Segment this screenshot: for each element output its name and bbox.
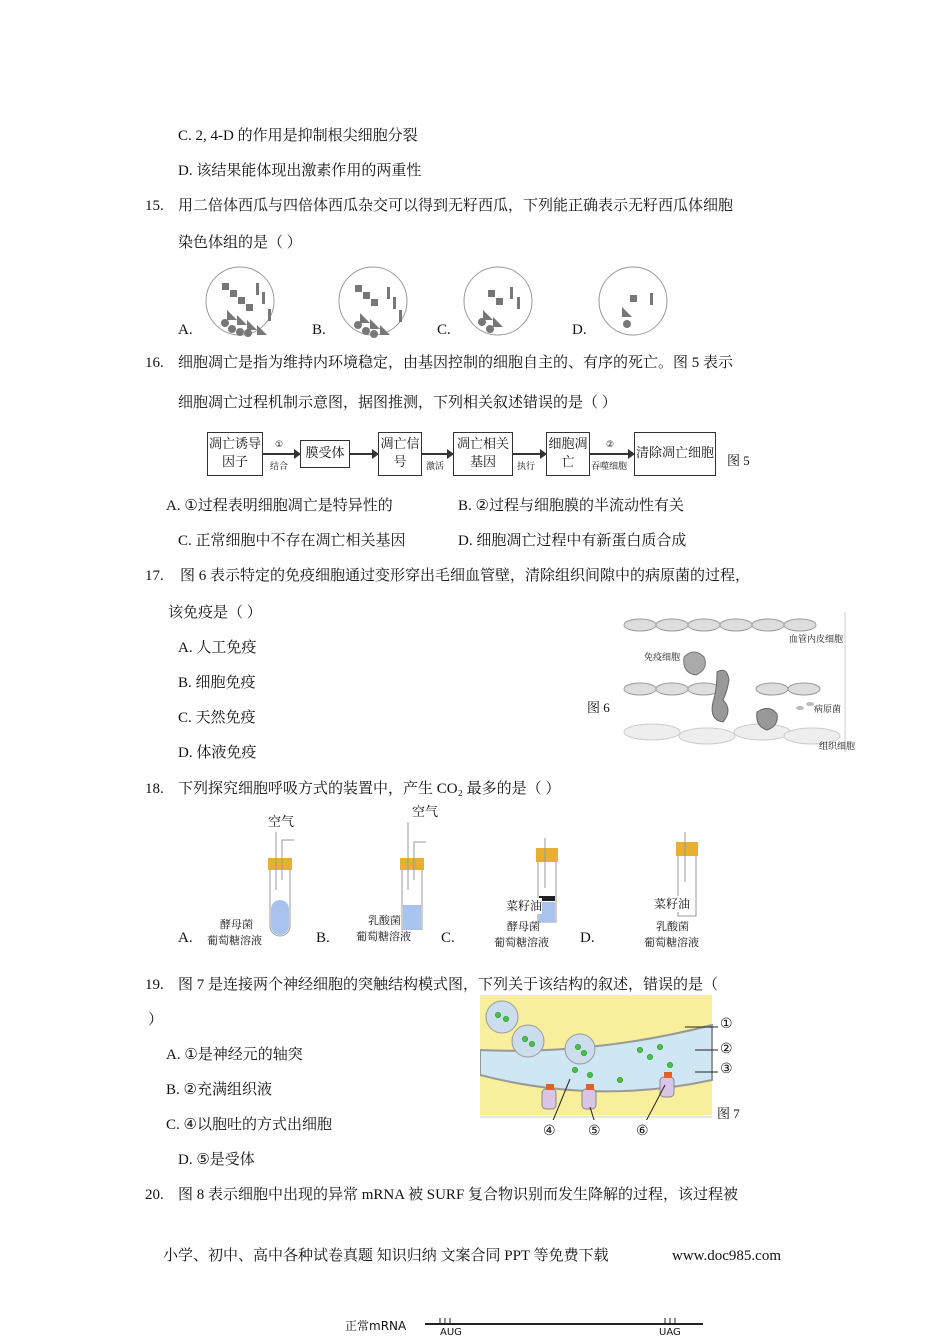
q18-number: 18. bbox=[145, 781, 164, 797]
flow-arrow bbox=[513, 453, 545, 455]
arrow-label: ① bbox=[275, 440, 284, 450]
q15-number: 15. bbox=[145, 198, 164, 214]
q17-opt-d: D. 体液免疫 bbox=[178, 745, 257, 761]
q19-opt-c: C. ④以胞吐的方式出细胞 bbox=[166, 1117, 332, 1133]
stop-codon: UAG bbox=[659, 1327, 681, 1338]
arrow-label: 执行 bbox=[517, 462, 536, 472]
arrow-label: 激活 bbox=[426, 462, 445, 472]
label-1: ① bbox=[720, 1017, 733, 1032]
q16-stem: 细胞凋亡是指为维持内环境稳定，由基因控制的细胞自主的、有序的死亡。图 5 表示 bbox=[178, 355, 734, 371]
option-label: A. bbox=[178, 930, 193, 946]
flow-box: 凋亡相关基因 bbox=[453, 432, 513, 476]
q20-stem: 图 8 表示细胞中出现的异常 mRNA 被 SURF 复合物识别而发生降解的过程，该过程被 bbox=[178, 1187, 739, 1203]
flow-box: 膜受体 bbox=[300, 440, 350, 468]
option-label: C. bbox=[441, 930, 455, 946]
option-label: D. bbox=[580, 930, 595, 946]
q19-opt-d: D. ⑤是受体 bbox=[178, 1152, 255, 1168]
label-solution: 葡萄糖溶液 bbox=[494, 937, 549, 949]
label-2: ② bbox=[720, 1042, 733, 1057]
q17-opt-b: B. 细胞免疫 bbox=[178, 675, 256, 691]
q19-opt-b: B. ②充满组织液 bbox=[166, 1082, 272, 1098]
start-codon: AUG bbox=[440, 1327, 462, 1338]
q16-stem-2: 细胞凋亡过程机制示意图，据图推测，下列相关叙述错误的是（ ） bbox=[178, 395, 617, 411]
footer-text: 小学、初中、高中各种试卷真题 知识归纳 文案合同 PPT 等免费下载 bbox=[163, 1248, 609, 1264]
label-5: ⑤ bbox=[588, 1124, 601, 1139]
label-organism: 乳酸菌 bbox=[368, 915, 401, 927]
q15-opt-a: A. bbox=[178, 322, 193, 338]
label-endothelial: 血管内皮细胞 bbox=[788, 635, 843, 645]
label-3: ③ bbox=[720, 1062, 733, 1077]
q15-opt-b: B. bbox=[312, 322, 326, 338]
q15-opt-c: C. bbox=[437, 322, 451, 338]
arrow-label: 吞噬细胞 bbox=[591, 462, 628, 472]
figure-6-caption: 图 6 bbox=[587, 700, 610, 715]
arrow-label: 结合 bbox=[270, 462, 289, 472]
q20-number: 20. bbox=[145, 1187, 164, 1203]
q16-opt-a: A. ①过程表明细胞凋亡是特异性的 bbox=[166, 498, 393, 514]
chromosome-diagrams bbox=[200, 265, 680, 340]
q16-number: 16. bbox=[145, 355, 164, 371]
label-oil: 菜籽油 bbox=[654, 897, 691, 911]
label-4: ④ bbox=[543, 1124, 556, 1139]
label-6: ⑥ bbox=[636, 1124, 649, 1139]
label-immune-cell: 免疫细胞 bbox=[644, 653, 681, 663]
flow-arrow bbox=[422, 453, 452, 455]
label-oil: 菜籽油 bbox=[506, 899, 543, 913]
q19-opt-a: A. ①是神经元的轴突 bbox=[166, 1047, 303, 1063]
q17-number: 17. bbox=[145, 568, 164, 584]
q14-option-d: D. 该结果能体现出激素作用的两重性 bbox=[178, 163, 422, 179]
label-solution: 葡萄糖溶液 bbox=[644, 937, 699, 949]
synapse-drawing bbox=[480, 995, 720, 1120]
flow-arrow bbox=[263, 453, 299, 455]
q15-stem-2: 染色体组的是（ ） bbox=[178, 235, 302, 251]
q19-stem: 图 7 是连接两个神经细胞的突触结构模式图，下列关于该结构的叙述，错误的是（ bbox=[178, 977, 719, 993]
label-organism: 乳酸菌 bbox=[656, 921, 689, 933]
mrna-label: 正常mRNA bbox=[345, 1319, 407, 1333]
q17-opt-a: A. 人工免疫 bbox=[178, 640, 257, 656]
figure-6-immune-cells bbox=[622, 612, 855, 754]
flow-box: 凋亡诱导因子 bbox=[207, 432, 263, 476]
flow-box: 细胞凋亡 bbox=[546, 432, 590, 476]
q19-stem-2: ） bbox=[148, 1012, 164, 1028]
label-organism: 酵母菌 bbox=[220, 919, 253, 931]
q16-opt-d: D. 细胞凋亡过程中有新蛋白质合成 bbox=[458, 533, 687, 549]
q19-number: 19. bbox=[145, 977, 164, 993]
label-solution: 葡萄糖溶液 bbox=[356, 931, 411, 943]
q17-opt-c: C. 天然免疫 bbox=[178, 710, 256, 726]
q17-stem-2: 该免疫是（ ） bbox=[168, 605, 262, 621]
figure-7-caption: 图 7 bbox=[717, 1106, 740, 1121]
label-organism: 酵母菌 bbox=[507, 921, 540, 933]
arrow-label: ② bbox=[606, 440, 615, 450]
q15-opt-d: D. bbox=[572, 322, 587, 338]
label-air: 空气 bbox=[268, 814, 295, 829]
flow-arrow bbox=[350, 453, 377, 455]
label-pathogen: 病原菌 bbox=[813, 705, 841, 715]
label-solution: 葡萄糖溶液 bbox=[207, 935, 262, 947]
label-air: 空气 bbox=[412, 804, 439, 819]
figure-5-caption: 图 5 bbox=[727, 453, 750, 468]
option-label: B. bbox=[316, 930, 330, 946]
q14-option-c: C. 2, 4-D 的作用是抑制根尖细胞分裂 bbox=[178, 128, 418, 144]
label-tissue-cell: 组织细胞 bbox=[818, 742, 855, 752]
q16-opt-b: B. ②过程与细胞膜的半流动性有关 bbox=[458, 498, 684, 514]
footer-url[interactable]: www.doc985.com bbox=[672, 1248, 782, 1264]
flow-arrow bbox=[590, 453, 633, 455]
test-tube-icon bbox=[262, 830, 302, 940]
q17-stem: 图 6 表示特定的免疫细胞通过变形穿出毛细血管壁，清除组织间隙中的病原菌的过程， bbox=[180, 568, 751, 584]
flow-box: 凋亡信号 bbox=[378, 432, 422, 476]
q18-stem: 下列探究细胞呼吸方式的装置中，产生 CO₂ 最多的是（ ） bbox=[178, 781, 561, 797]
flow-box: 清除凋亡细胞 bbox=[634, 432, 716, 476]
q16-opt-c: C. 正常细胞中不存在凋亡相关基因 bbox=[178, 533, 406, 549]
q15-stem: 用二倍体西瓜与四倍体西瓜杂交可以得到无籽西瓜，下列能正确表示无籽西瓜体细胞 bbox=[178, 198, 734, 214]
